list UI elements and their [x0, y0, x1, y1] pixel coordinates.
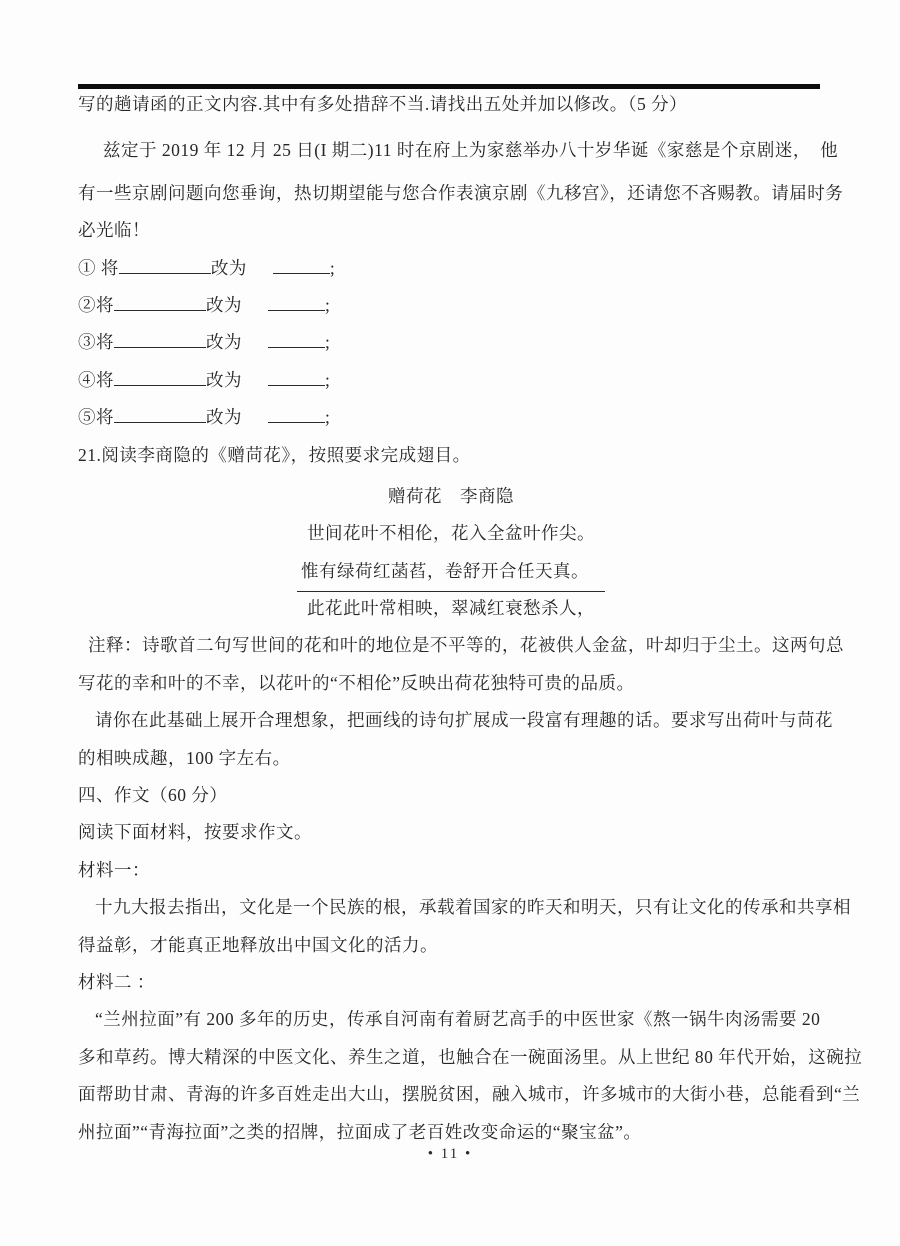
invitation-line-3: 必光临！: [78, 220, 150, 241]
task-line-2: 的相映成趣，100 字左右。: [78, 747, 291, 768]
invitation-line-2: 有一些京剧问题向您垂询，热切期望能与您合作表演京剧《九移宫》，还请您不吝赐教。请届时务: [78, 182, 844, 203]
correction-end: ;: [325, 332, 331, 353]
blank-line: [268, 293, 325, 311]
blank-line: [268, 405, 325, 423]
correction-prefix: ②将: [78, 294, 114, 315]
poem-line-2-underlined: [78, 553, 824, 590]
correction-end: ;: [325, 294, 331, 315]
correction-mid: 改为: [206, 369, 242, 390]
correction-row-3: [78, 324, 824, 361]
material-2-label: 材料二 ：: [78, 971, 155, 992]
material-2-line-2: 多和草药。博大精深的中医文化、养生之道，也触合在一碗面汤里。从上世纪 80 年代开始，这碗拉: [78, 1046, 863, 1067]
correction-row-2: [78, 287, 824, 324]
poem-title: 赠荷花 李商隐: [388, 485, 514, 506]
correction-prefix: ⑤将: [78, 407, 114, 428]
correction-prefix: ③将: [78, 332, 114, 353]
material-1-line-2: 得益彰，才能真正地释放出中国文化的活力。: [78, 934, 438, 955]
task-line-1: 请你在此基础上展开合理想象，把画线的诗句扩展成一段富有理趣的话。要求写出荷叶与苘花: [95, 710, 833, 731]
correction-mid: 改为: [206, 294, 242, 315]
correction-prefix: ④将: [78, 369, 114, 390]
correction-mid: 改为: [206, 332, 242, 353]
correction-mid: 改为: [210, 257, 247, 278]
correction-row-4: [78, 362, 824, 399]
blank-line: [119, 256, 211, 274]
correction-mid: 改为: [206, 407, 242, 428]
invitation-line-1: 兹定于 2019 年 12 月 25 日(I 期二)11 时在府上为家慈举办八十岁华诞《家慈是个京剧迷， 他: [103, 140, 839, 161]
note-line-2: 写花的幸和叶的不幸，以花叶的“不相伦”反映出荷花独特可贵的品质。: [78, 672, 635, 693]
material-1-line-1: 十九大报去指出，文化是一个民族的根，承载着国家的昨天和明天，只有让文化的传承和共享相: [95, 897, 851, 918]
material-2-line-1: “兰州拉面”有 200 多年的历史，传承自河南有着厨艺高手的中医世家《熬一锅牛肉汤需要 20: [95, 1009, 821, 1030]
question-21-stem: 21.阅读李商隐的《赠苘花》，按照要求完成翅目。: [78, 444, 471, 465]
note-line-1: 注释：诗歌首二句写世间的花和叶的地位是不平等的，花被供人金盆，叶却归于尘土。这两句总: [88, 635, 844, 656]
correction-end: ;: [329, 257, 336, 278]
poem-line-1: 世间花叶不相伦，花入全盆叶作尖。: [307, 523, 595, 544]
blank-line: [114, 330, 206, 348]
exam-body: [78, 86, 863, 1151]
correction-row-5: [78, 399, 824, 436]
material-1-label: 材料一：: [78, 859, 150, 880]
intro-line: 写的趟请函的正文内容.其中有多处措辞不当.请找出五处并加以修改。（5 分）: [78, 94, 688, 114]
blank-line: [273, 256, 330, 274]
correction-end: ;: [325, 407, 331, 428]
material-2-line-3: 面帮助甘肃、青海的许多百姓走出大山，摆脱贫困，融入城市，许多城市的大街小巷，总能看到“兰: [78, 1084, 861, 1105]
correction-row-1: [78, 250, 824, 287]
page-number: • 11 •: [427, 1146, 473, 1162]
blank-line: [114, 293, 206, 311]
blank-line: [268, 368, 325, 386]
blank-line: [114, 405, 206, 423]
correction-prefix: ① 将: [78, 257, 119, 278]
section-heading-essay: 四、作文（60 分）: [78, 785, 228, 806]
blank-line: [114, 368, 206, 386]
blank-line: [268, 330, 325, 348]
essay-instruction: 阅读下面材料，按要求作文。: [78, 822, 312, 843]
underlined-verse: 惟有绿荷红菡萏，卷舒开合任天真。: [297, 553, 605, 592]
poem-line-3: 此花此叶常相映，翠减红衰愁杀人，: [307, 598, 595, 619]
correction-end: ;: [325, 369, 331, 390]
material-2-line-4: 州拉面”“青海拉面”之类的招牌，拉面成了老百姓改变命运的“聚宝盆”。: [78, 1121, 642, 1142]
